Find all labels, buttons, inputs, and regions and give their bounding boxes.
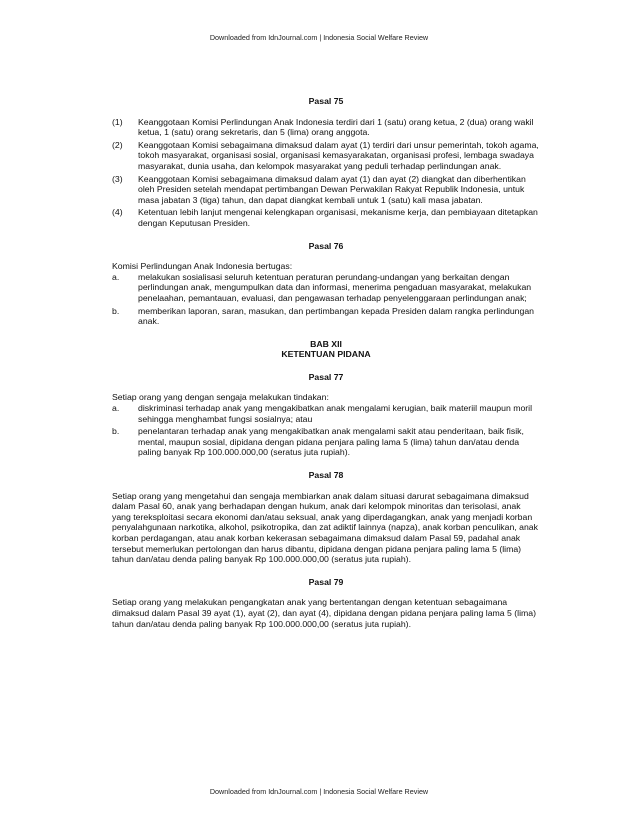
pasal-75-title: Pasal 75 xyxy=(308,96,344,106)
item-number: (1) xyxy=(112,116,123,127)
item-number: a. xyxy=(112,403,120,414)
item-number: b. xyxy=(112,305,120,316)
pasal-76-item xyxy=(112,272,540,304)
pasal-75-item xyxy=(112,207,540,228)
pasal-77-item xyxy=(112,426,540,458)
pasal-77-intro: Setiap orang yang dengan sengaja melakukan tindakan: xyxy=(112,392,329,403)
pasal-76-title: Pasal 76 xyxy=(308,240,344,251)
bab-title: BAB XII xyxy=(310,338,342,349)
item-number: (4) xyxy=(112,207,123,218)
pasal-77-title: Pasal 77 xyxy=(308,371,344,382)
item-text: memberikan laporan, saran, masukan, dan pertimbangan kepada Presiden dalam rangka perlindungan anak. xyxy=(138,305,535,327)
document-body xyxy=(112,96,540,629)
pasal-75-item xyxy=(112,174,540,206)
pasal-78-title: Pasal 78 xyxy=(308,470,344,481)
item-text: Keanggotaan Komisi Perlindungan Anak Indonesia terdiri dari 1 (satu) orang ketua, 2 (dua) orang wakil ketua, 1 (satu) orang sekretaris, dan 5 (lima) orang anggota. xyxy=(138,116,534,138)
item-text: diskriminasi terhadap anak yang mengakibatkan anak mengalami kerugian, baik materiil maupun moril sehingga menghambat fungsi sosialnya; atau xyxy=(138,403,533,424)
pasal-78-text: Setiap orang yang mengetahui dan sengaja membiarkan anak dalam situasi darurat sebagaimana dimaksud dalam Pasal 60, anak yang berhadapan dengan hukum, anak dari kelompok minoritas dan terisolasi, anak yang tereksploitasi secara ekonomi dan/atau seksual, anak yang diperdagangkan, anak yang menjadi korban penyalahgunaan narkotika, alkohol, psikotropika, dan zat adiktif lainnya (napza), anak korban penculikan, anak korban perdagangan, atau anak korban kekerasan sebagaimana dimaksud dalam Pasal 59, padahal anak tersebut memerlukan pertolongan dan harus dibantu, dipidana dengan pidana penjara paling lama 5 (lima) tahun dan/atau denda paling banyak Rp 100.000.000,00 (seratus juta rupiah). xyxy=(112,490,538,565)
pasal-76-intro: Komisi Perlindungan Anak Indonesia bertugas: xyxy=(112,261,293,272)
item-text: Ketentuan lebih lanjut mengenai kelengkapan organisasi, mekanisme kerja, dan pembiayaan ditetapkan dengan Keputusan Presiden. xyxy=(138,207,538,228)
item-text: penelantaran terhadap anak yang mengakibatkan anak mengalami sakit atau penderitaan, baik fisik, mental, maupun sosial, dipidana dengan pidana penjara paling lama 5 (lima) tahun dan/atau denda paling banyak Rp 100.000.000,00 (seratus juta rupiah). xyxy=(138,426,524,458)
page-header: Downloaded from IdnJournal.com | Indonesia Social Welfare Review xyxy=(209,33,429,42)
item-text: Keanggotaan Komisi sebagaimana dimaksud dalam ayat (1) terdiri dari unsur pemerintah, tokoh agama, tokoh masyarakat, organisasi sosial, organisasi kemasyarakatan, organisasi profesi, lembaga swadaya masyarakat, dunia usaha, dan kelompok masyarakat yang peduli terhadap perlindungan anak. xyxy=(138,139,539,171)
pasal-75-item xyxy=(112,140,540,172)
item-number: a. xyxy=(112,271,120,282)
pasal-75-item xyxy=(112,117,540,138)
pasal-79-text: Setiap orang yang melakukan pengangkatan anak yang bertentangan dengan ketentuan sebagaimana dimaksud dalam Pasal 39 ayat (1), ayat (2), dan ayat (4), dipidana dengan pidana penjara paling lama 5 (lima) tahun dan/atau denda paling banyak Rp 100.000.000,00 (seratus juta rupiah). xyxy=(112,597,537,629)
pasal-79-title: Pasal 79 xyxy=(308,576,344,587)
page-footer: Downloaded from IdnJournal.com | Indonesia Social Welfare Review xyxy=(209,787,429,796)
pasal-76-item xyxy=(112,306,540,327)
pasal-77-item xyxy=(112,403,540,424)
item-number: (2) xyxy=(112,139,123,150)
item-number: b. xyxy=(112,426,120,437)
bab-subtitle: KETENTUAN PIDANA xyxy=(281,349,371,360)
item-number: (3) xyxy=(112,173,123,184)
item-text: Keanggotaan Komisi sebagaimana dimaksud dalam ayat (1) dan ayat (2) diangkat dan diberhentikan oleh Presiden setelah mendapat pertimbangan Dewan Perwakilan Rakyat Republik Indonesia, untuk masa jabatan 3 (tiga) tahun, dan dapat diangkat kembali untuk 1 (satu) kali masa jabatan. xyxy=(138,173,526,205)
item-text: melakukan sosialisasi seluruh ketentuan peraturan perundang-undangan yang berkaitan dengan perlindungan anak, mengumpulkan data dan informasi, menerima pengaduan masyarakat, melakukan penelaahan, pemantauan, evaluasi, dan pengawasan terhadap penyelenggaraan perlindungan anak; xyxy=(138,271,532,303)
